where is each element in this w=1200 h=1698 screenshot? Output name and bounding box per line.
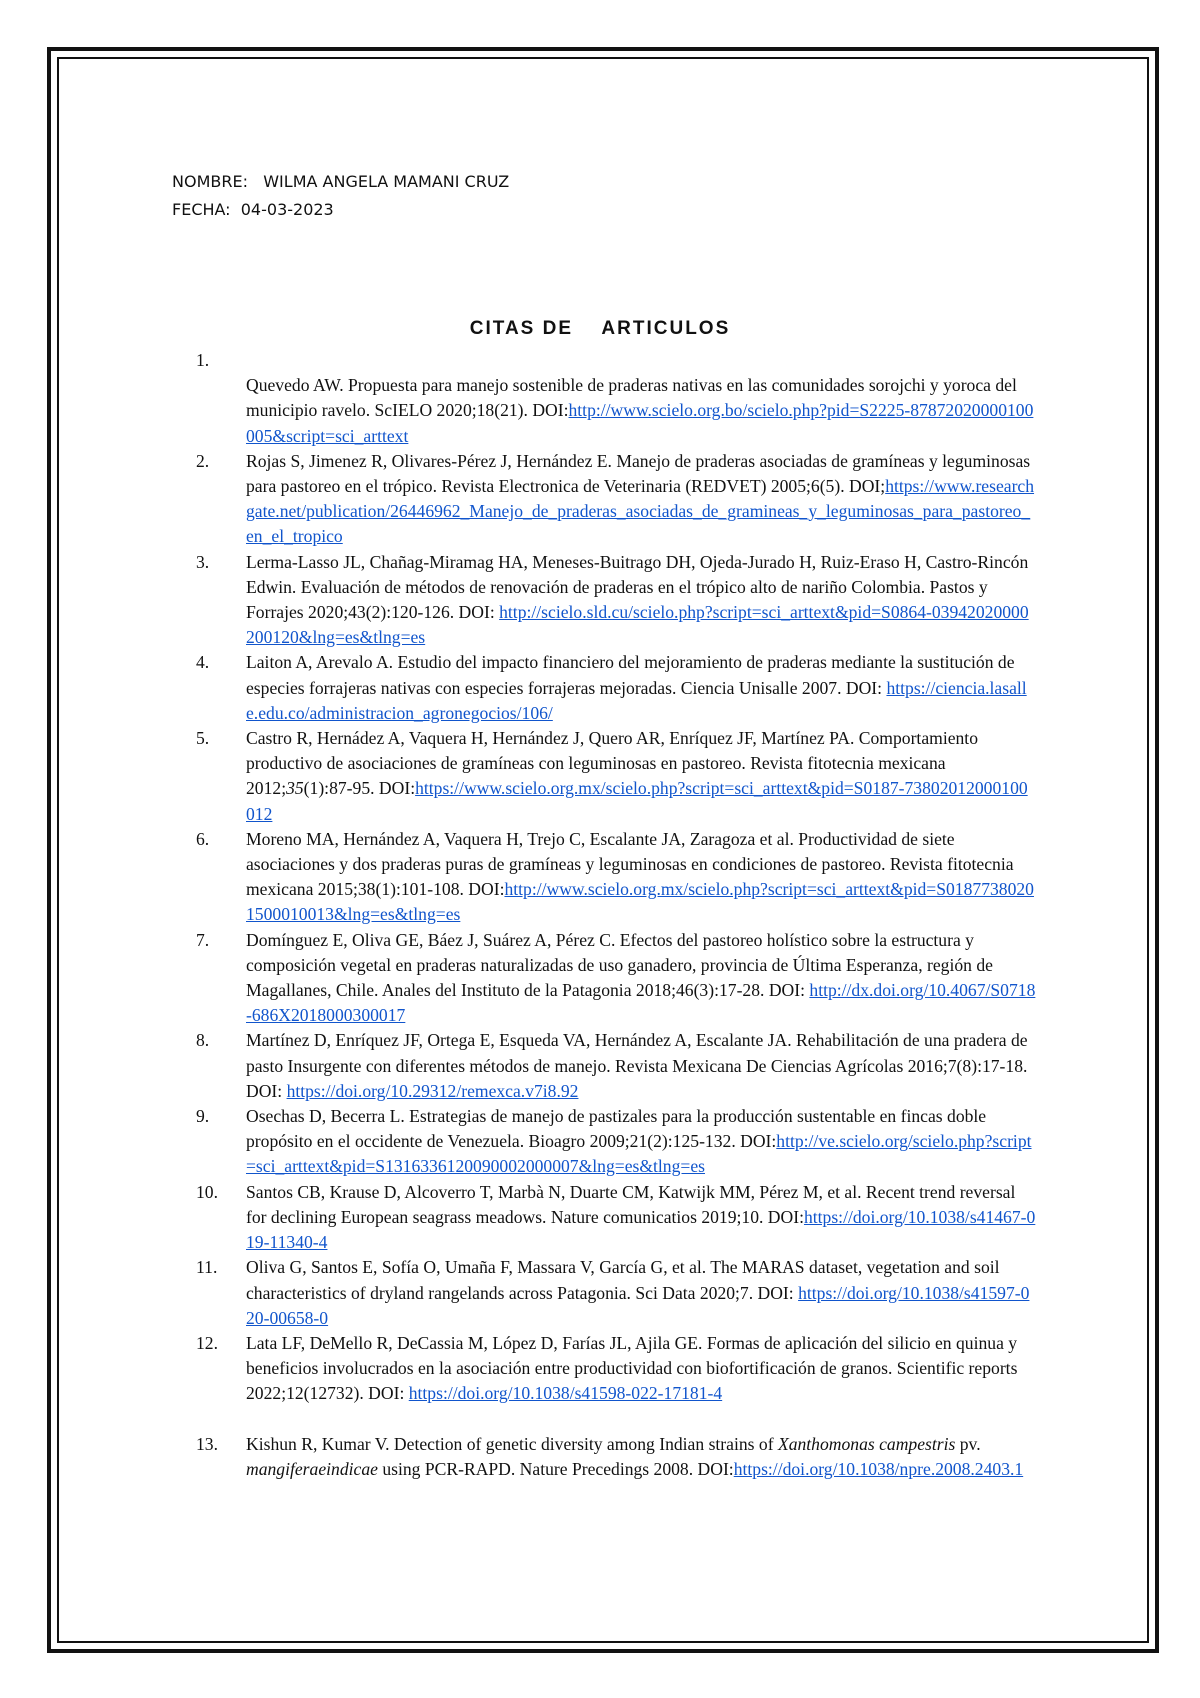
reference-item-3 [196, 550, 1036, 651]
reference-volume: 35 [286, 778, 304, 799]
page-title: CITAS DE ARTICULOS [469, 318, 731, 339]
date-row [172, 196, 509, 224]
reference-list [196, 348, 1036, 1482]
doi-link[interactable]: https://doi.org/10.1038/npre.2008.2403.1 [733, 1458, 1024, 1479]
reference-item-10 [196, 1180, 1036, 1256]
reference-text-tail: (1):87-95. DOI: [303, 778, 416, 799]
reference-text: Quevedo AW. Propuesta para manejo sostenible de praderas nativas en las comunidades sorojchi y yoroca del municipio ravelo. ScIELO 2020;18(21). DOI: [246, 375, 1017, 421]
reference-number: 1. [196, 350, 210, 370]
reference-number: 10. [196, 1181, 218, 1202]
doi-link[interactable]: http://ve.scielo.org/scielo.php?script=sci_arttext&pid=S1316336120090002000007&lng=es&tlng=es [246, 1131, 1032, 1177]
reference-item-9 [196, 1104, 1036, 1180]
reference-text: Lerma-Lasso JL, Chañag-Miramag HA, Meneses-Buitrago DH, Ojeda-Jurado H, Ruiz-Eraso H, Castro-Rincón Edwin. Evaluación de métodos de renovación de praderas en el trópico alto de nariño Colombia. Pastos y Forrajes 2020;43(2):120-126. DOI: [246, 551, 1029, 623]
reference-number: 6. [196, 828, 210, 849]
reference-item-6 [196, 827, 1036, 928]
name-value: WILMA ANGELA MAMANI CRUZ [263, 172, 510, 191]
reference-item-7 [196, 928, 1036, 1029]
reference-item-4 [196, 650, 1036, 726]
reference-item-1 [196, 348, 1036, 449]
reference-number: 9. [196, 1106, 210, 1127]
doi-link[interactable]: https://www.researchgate.net/publication/26446962_Manejo_de_praderas_asociadas_de_gramineas_y_leguminosas_para_pastoreo_en_el_tropico [246, 476, 1035, 547]
reference-text-mid: pv. [955, 1433, 981, 1454]
reference-text: Martínez D, Enríquez JF, Ortega E, Esqueda VA, Hernández A, Escalante JA. Rehabilitación de una pradera de pasto Insurgente con diferentes métodos de manejo. Revista Mexicana De Ciencias Agrícolas 2016;7(8):17-18. DOI: [246, 1030, 1028, 1101]
reference-item-5 [196, 726, 1036, 827]
doi-link[interactable]: http://dx.doi.org/10.4067/S0718-686X2018000300017 [246, 980, 1036, 1026]
reference-number: 13. [196, 1433, 218, 1454]
reference-item-8 [196, 1028, 1036, 1104]
reference-text: Oliva G, Santos E, Sofía O, Umaña F, Massara V, García G, et al. The MARAS dataset, vegetation and soil characteristics of dryland rangelands across Patagonia. Sci Data 2020;7. DOI: [246, 1257, 1000, 1303]
reference-number: 8. [196, 1030, 210, 1051]
species-name: Xanthomonas campestris [777, 1433, 956, 1454]
reference-item-11 [196, 1255, 1036, 1331]
reference-number: 3. [196, 551, 210, 572]
reference-text: Laiton A, Arevalo A. Estudio del impacto financiero del mejoramiento de praderas mediante la sustitución de especies forrajeras nativas con especies forrajeras mejoradas. Ciencia Unisalle 2007. DOI: [246, 652, 1015, 698]
doi-link[interactable]: http://www.scielo.org.bo/scielo.php?pid=S2225-87872020000100005&script=sci_arttext [246, 400, 1034, 446]
name-label: NOMBRE: [172, 172, 248, 191]
reference-number: 2. [196, 450, 210, 471]
reference-text: Castro R, Hernádez A, Vaquera H, Hernández J, Quero AR, Enríquez JF, Martínez PA. Comportamiento productivo de asociaciones de gramíneas con leguminosas en pastoreo. Revista fitotecnia mexicana 2012; [246, 728, 978, 799]
doi-link[interactable]: https://ciencia.lasalle.edu.co/administracion_agronegocios/106/ [246, 677, 1027, 723]
reference-number: 4. [196, 652, 210, 673]
reference-text: Rojas S, Jimenez R, Olivares-Pérez J, Hernández E. Manejo de praderas asociadas de gramíneas y leguminosas para pastoreo en el trópico. Revista Electronica de Veterinaria (REDVET) 2005;6(5). DOI; [246, 450, 1031, 496]
doi-link[interactable]: https://doi.org/10.1038/s41597-020-00658-0 [246, 1282, 1030, 1328]
reference-text: Kishun R, Kumar V. Detection of genetic diversity among Indian strains of [246, 1433, 778, 1454]
reference-number: 12. [196, 1332, 218, 1353]
pathovar-name: mangiferaeindicae [246, 1458, 378, 1479]
date-label: FECHA: [172, 200, 231, 219]
doi-link[interactable]: https://doi.org/10.29312/remexca.v7i8.92 [286, 1080, 579, 1101]
doi-link[interactable]: http://www.scielo.org.mx/scielo.php?script=sci_arttext&pid=S01877380201500010013&lng=es&tlng=es [246, 879, 1034, 925]
reference-text: Lata LF, DeMello R, DeCassia M, López D, Farías JL, Ajila GE. Formas de aplicación del silicio en quinua y beneficios involucrados en la asociación entre productividad con biofortificación de granos. Scientific reports 2022;12(12732). DOI: [246, 1332, 1018, 1404]
reference-text: Domínguez E, Oliva GE, Báez J, Suárez A, Pérez C. Efectos del pastoreo holístico sobre la estructura y composición vegetal en praderas naturalizadas de uso ganadero, provincia de Última Esperanza, región de Magallanes, Chile. Anales del Instituto de la Patagonia 2018;46(3):17-28. DOI: [246, 929, 993, 1001]
reference-text: Osechas D, Becerra L. Estrategias de manejo de pastizales para la producción sustentable en fincas doble propósito en el occidente de Venezuela. Bioagro 2009;21(2):125-132. DOI: [246, 1106, 987, 1152]
student-header [172, 168, 509, 224]
reference-number: 11. [196, 1257, 218, 1278]
doi-link[interactable]: https://doi.org/10.1038/s41467-019-11340-4 [246, 1206, 1036, 1253]
reference-item-13 [196, 1432, 1036, 1482]
reference-item-12 [196, 1331, 1036, 1407]
reference-item-2 [196, 449, 1036, 550]
reference-number: 5. [196, 728, 210, 749]
doi-link[interactable]: https://www.scielo.org.mx/scielo.php?script=sci_arttext&pid=S0187-73802012000100012 [246, 778, 1028, 824]
reference-text-tail: using PCR-RAPD. Nature Precedings 2008. DOI: [377, 1458, 734, 1479]
reference-text: Santos CB, Krause D, Alcoverro T, Marbà N, Duarte CM, Katwijk MM, Pérez M, et al. Recent trend reversal for declining European seagrass meadows. Nature comunicatios 2019;10. DOI: [246, 1181, 1016, 1227]
name-row [172, 168, 509, 196]
reference-number: 7. [196, 929, 210, 950]
reference-text: Moreno MA, Hernández A, Vaquera H, Trejo C, Escalante JA, Zaragoza et al. Productividad de siete asociaciones y dos praderas puras de gramíneas y leguminosas en condiciones de pastoreo. Revista fitotecnia mexicana 2015;38(1):101-108. DOI: [246, 828, 1014, 900]
date-value: 04-03-2023 [240, 200, 334, 219]
doi-link[interactable]: http://scielo.sld.cu/scielo.php?script=sci_arttext&pid=S0864-03942020000200120&lng=es&tlng=es [246, 602, 1029, 648]
doi-link[interactable]: https://doi.org/10.1038/s41598-022-17181-4 [408, 1383, 723, 1404]
